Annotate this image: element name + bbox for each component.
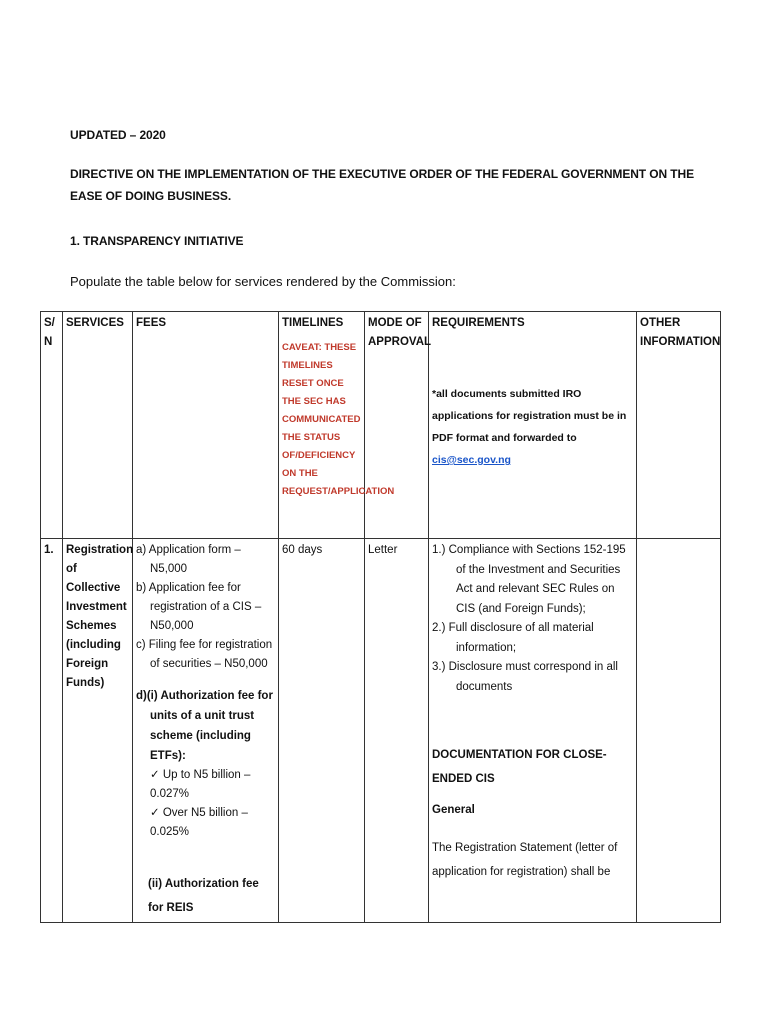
fee-authorization-reis: (ii) Authorization fee for REIS <box>148 878 259 914</box>
email-link[interactable]: cis@sec.gov.ng <box>432 454 511 466</box>
caveat-note: CAVEAT: THESE TIMELINES RESET ONCE THE SEC HAS COMMUNICATED THE STATUS OF/DEFICIENCY ON THE REQUEST/APPLICATION <box>282 342 395 497</box>
row-timeline: 60 days <box>279 539 365 923</box>
requirements-note <box>432 383 633 471</box>
fee-tier-item: ✓ Over N5 billion – 0.025% <box>150 807 248 838</box>
general-subheading: General <box>432 804 475 816</box>
intro-text: Populate the table below for services rendered by the Commission: <box>70 274 456 289</box>
fee-tier-item: ✓ Up to N5 billion – 0.027% <box>150 769 251 800</box>
row-mode: Letter <box>365 539 429 923</box>
requirement-item: 2.) Full disclosure of all material information; <box>432 622 594 654</box>
col-header-requirements <box>429 312 637 539</box>
row-requirements <box>429 539 637 923</box>
col-header-services: SERVICES <box>63 312 133 539</box>
fee-item: c) Filing fee for registration of securities – N50,000 <box>136 639 273 670</box>
requirement-item: 1.) Compliance with Sections 152-195 of the Investment and Securities Act and relevant SEC Rules on CIS (and Foreign Funds); <box>432 544 626 615</box>
fees-list <box>136 541 275 674</box>
row-fees <box>133 539 279 923</box>
col-header-timelines <box>279 312 395 539</box>
services-table <box>40 311 721 923</box>
registration-statement-text: The Registration Statement (letter of application for registration) shall be <box>432 842 618 878</box>
updated-label: UPDATED – 2020 <box>70 128 166 142</box>
requirement-item: 3.) Disclosure must correspond in all documents <box>432 661 618 693</box>
section-heading: 1. TRANSPARENCY INITIATIVE <box>70 234 244 248</box>
row-other-info <box>637 539 721 923</box>
col-header-sn: S/ N <box>41 312 63 539</box>
fee-item: b) Application fee for registration of a CIS – N50,000 <box>136 582 262 632</box>
table-row <box>41 539 721 923</box>
table-header-row <box>41 312 721 539</box>
fee-authorization-unit-trust: d)(i) Authorization fee for units of a unit trust scheme (including ETFs): <box>136 690 273 762</box>
documentation-heading: DOCUMENTATION FOR CLOSE-ENDED CIS <box>432 749 607 785</box>
fee-tiers-list <box>136 766 275 842</box>
directive-title: DIRECTIVE ON THE IMPLEMENTATION OF THE EXECUTIVE ORDER OF THE FEDERAL GOVERNMENT ON THE EASE OF DOING BUSINESS. <box>70 167 694 203</box>
row-sn: 1. <box>41 539 63 923</box>
fee-item: a) Application form – N5,000 <box>136 544 241 575</box>
timelines-label: TIMELINES <box>282 317 344 329</box>
row-service: Registration of Collective Investment Schemes (including Foreign Funds) <box>63 539 133 923</box>
col-header-mode: MODE OF APPROVAL <box>365 312 429 539</box>
requirements-list <box>432 541 633 697</box>
col-header-fees: FEES <box>133 312 279 539</box>
requirements-note-text: *all documents submitted IRO applications for registration must be in PDF format and forwarded to <box>432 388 627 444</box>
col-header-other: OTHER INFORMATION <box>637 312 721 539</box>
requirements-label: REQUIREMENTS <box>432 317 525 329</box>
